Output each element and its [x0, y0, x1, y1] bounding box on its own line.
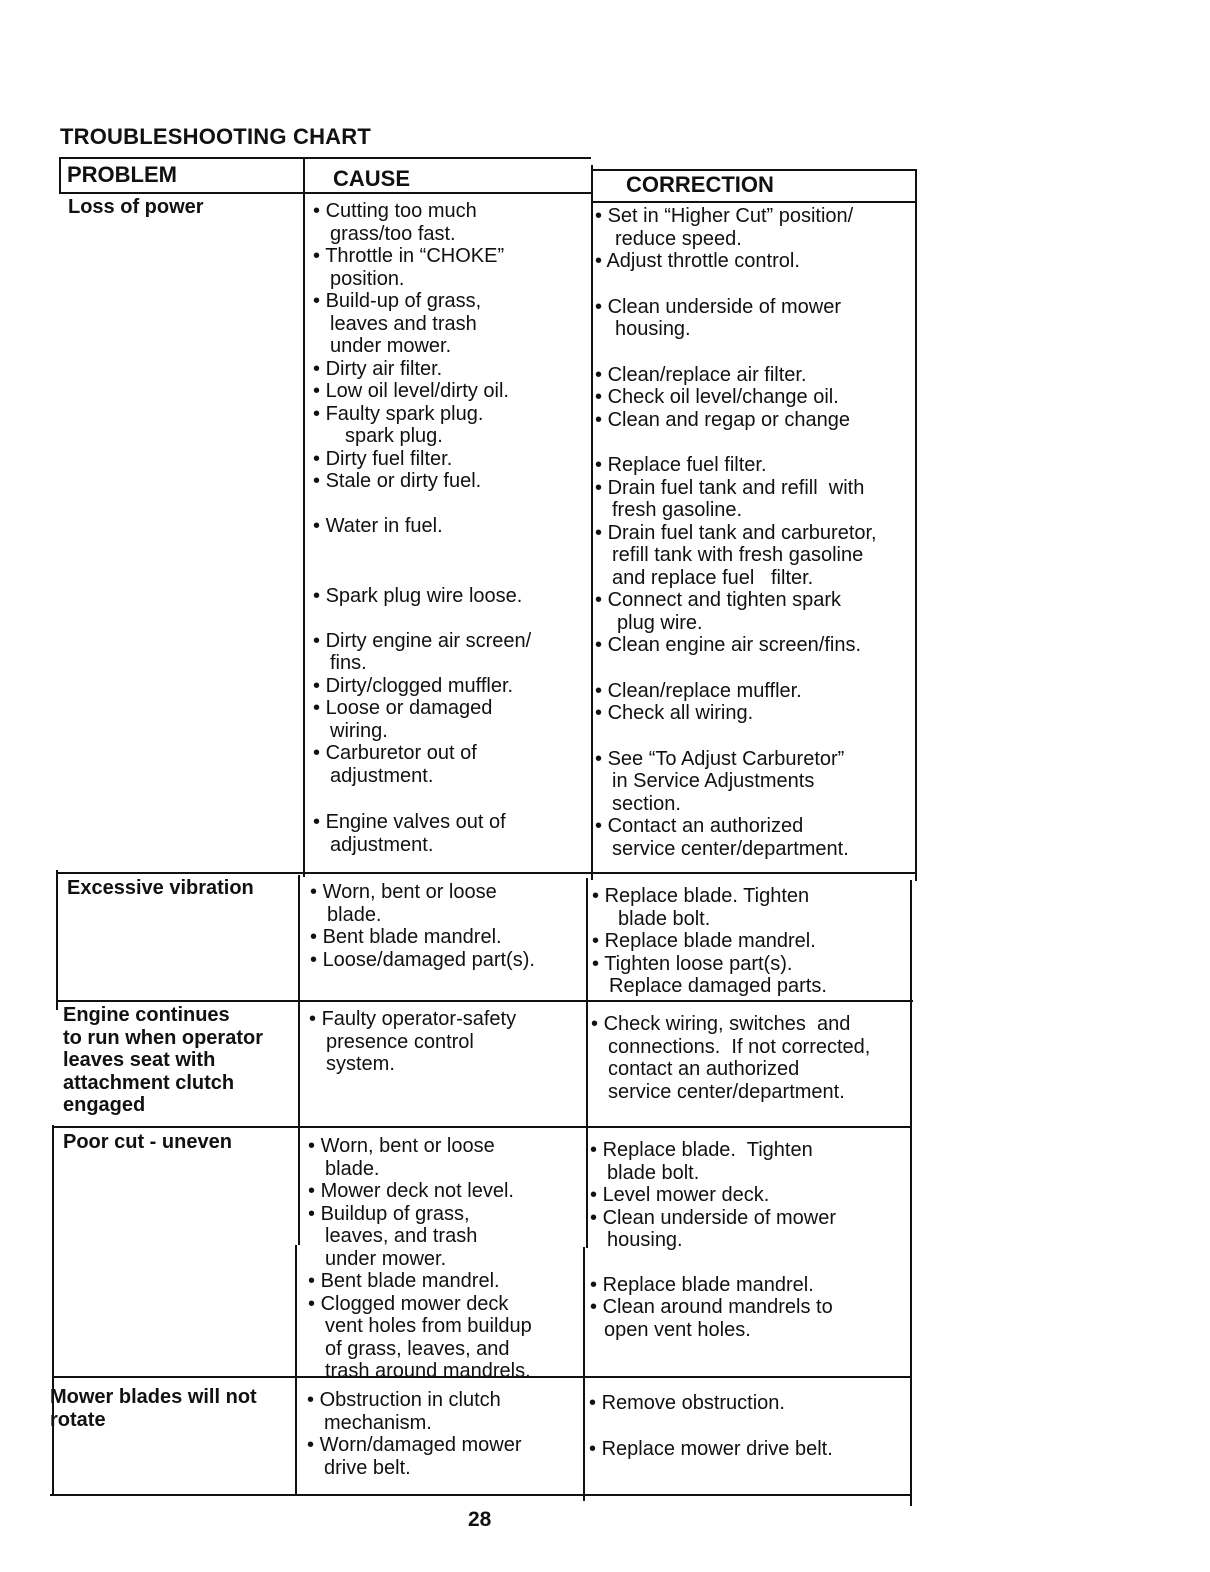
- cause-text: of grass, leaves, and: [325, 1337, 510, 1360]
- cause-text: system.: [326, 1053, 395, 1075]
- cause-text: blade.: [327, 903, 382, 926]
- cause-text: position.: [330, 267, 405, 290]
- cause-item: [310, 949, 585, 972]
- cause-text: • Spark plug wire loose.: [313, 585, 588, 608]
- correction-text: • Replace blade mandrel.: [592, 930, 910, 953]
- cause-text: • Worn, bent or loose: [310, 881, 585, 904]
- correction-item: [589, 1438, 907, 1461]
- cause-text: leaves, and trash: [325, 1225, 478, 1247]
- cause-item: [313, 675, 588, 698]
- correction-text: • Drain fuel tank and refill with: [595, 477, 913, 500]
- cause-text: under mower.: [330, 335, 452, 357]
- cause-text: • Engine valves out of: [313, 811, 588, 834]
- correction-item: [592, 930, 910, 953]
- cause-text: • Bent blade mandrel.: [310, 926, 585, 949]
- cause-text: • Loose/damaged part(s).: [310, 949, 585, 972]
- problem-text: Engine continues: [63, 1004, 230, 1026]
- correction-text: • Clean underside of mower: [595, 296, 913, 319]
- correction-text: • Clean engine air screen/fins.: [595, 634, 913, 657]
- cause-text: • Low oil level/dirty oil.: [313, 380, 588, 403]
- row-separator-3: [52, 1126, 912, 1128]
- cause-item: [313, 403, 588, 448]
- cause-text: • Bent blade mandrel.: [308, 1270, 583, 1293]
- correction-list: [590, 1139, 908, 1341]
- correction-text: • Connect and tighten spark: [595, 589, 913, 612]
- correction-text: and replace fuel filter.: [612, 566, 814, 589]
- correction-text: • Drain fuel tank and carburetor,: [595, 522, 913, 545]
- correction-text: housing.: [607, 1229, 683, 1251]
- cause-item: [310, 926, 585, 949]
- correction-text: service center/department.: [612, 837, 849, 860]
- correction-text: refill tank with fresh gasoline: [612, 544, 864, 566]
- header-bottom-border: [59, 192, 591, 194]
- correction-text: • Remove obstruction.: [589, 1392, 907, 1415]
- cause-item: [313, 470, 588, 493]
- correction-text: Replace damaged parts.: [609, 975, 827, 997]
- cause-text: mechanism.: [324, 1411, 432, 1434]
- cause-text: • Carburetor out of: [313, 742, 588, 765]
- cause-text: • Faulty spark plug.: [313, 403, 588, 426]
- cause-text: spark plug.: [345, 425, 443, 447]
- cause-item: [313, 811, 588, 856]
- correction-item: [595, 364, 913, 387]
- correction-item: [595, 522, 913, 590]
- correction-text: • Clean/replace air filter.: [595, 364, 913, 387]
- correction-text: • Replace blade mandrel.: [590, 1274, 908, 1297]
- cause-item: [313, 515, 588, 538]
- cause-text: • Loose or damaged: [313, 697, 588, 720]
- correction-text: reduce speed.: [615, 227, 742, 250]
- cause-item: [313, 585, 588, 608]
- cause-text: • Worn, bent or loose: [308, 1135, 583, 1158]
- correction-text: housing.: [615, 318, 691, 340]
- correction-text: open vent holes.: [604, 1318, 751, 1341]
- cause-text: blade.: [325, 1157, 380, 1180]
- correction-text: in Service Adjustments: [612, 770, 815, 792]
- correction-text: section.: [612, 792, 681, 815]
- col-divider-1b: [298, 875, 300, 1245]
- cause-item: [308, 1180, 583, 1203]
- cause-text: • Cutting too much: [313, 200, 588, 223]
- col-divider-2c: [583, 1247, 585, 1501]
- row-separator-1: [56, 872, 916, 874]
- correction-item: [595, 589, 913, 634]
- correction-text: • Check oil level/change oil.: [595, 386, 913, 409]
- header-problem: PROBLEM: [67, 162, 177, 187]
- cause-list: [308, 1135, 583, 1383]
- correction-text: • Contact an authorized: [595, 815, 913, 838]
- problem-text: leaves seat with: [63, 1049, 216, 1071]
- correction-text: fresh gasoline.: [612, 499, 743, 521]
- correction-text: • Clean around mandrels to: [590, 1296, 908, 1319]
- correction-item: [595, 702, 913, 725]
- correction-text: • Replace blade. Tighten: [590, 1139, 908, 1162]
- cause-text: • Faulty operator-safety: [309, 1008, 584, 1031]
- cause-text: leaves and trash: [330, 312, 477, 335]
- correction-text: • Replace mower drive belt.: [589, 1438, 907, 1461]
- cause-text: adjustment.: [330, 764, 434, 787]
- cause-text: • Dirty/clogged muffler.: [313, 675, 588, 698]
- problem-text: Poor cut - uneven: [63, 1131, 232, 1153]
- cause-text: drive belt.: [324, 1456, 411, 1479]
- header-cause: CAUSE: [333, 166, 411, 191]
- chart-title: TROUBLESHOOTING CHART: [60, 124, 371, 149]
- cause-text: • Throttle in “CHOKE”: [313, 245, 588, 268]
- cause-item: [308, 1203, 583, 1271]
- cause-text: • Worn/damaged mower: [307, 1434, 582, 1457]
- correction-item: [595, 477, 913, 522]
- correction-item: [591, 1013, 909, 1103]
- problem-text: to run when operator: [63, 1026, 263, 1049]
- table-top-border: [59, 157, 591, 159]
- correction-text: blade bolt.: [618, 907, 711, 930]
- cause-list: [313, 200, 588, 856]
- correction-list: [592, 885, 910, 998]
- cause-text: presence control: [326, 1030, 474, 1053]
- problem-cell: [63, 1131, 232, 1154]
- problem-cell: [68, 196, 204, 219]
- cause-text: • Buildup of grass,: [308, 1203, 583, 1226]
- correction-item: [590, 1184, 908, 1207]
- cause-text: • Dirty fuel filter.: [313, 448, 588, 471]
- table-left-border-low: [52, 1125, 54, 1495]
- problem-cell: [63, 1004, 263, 1117]
- cause-item: [313, 290, 588, 358]
- cause-item: [313, 448, 588, 471]
- correction-item: [595, 250, 913, 273]
- correction-item: [595, 680, 913, 703]
- problem-text: rotate: [50, 1408, 106, 1431]
- cause-item: [313, 380, 588, 403]
- correction-item: [590, 1207, 908, 1252]
- col-divider-2a: [591, 165, 593, 880]
- correction-text: • Clean underside of mower: [590, 1207, 908, 1230]
- correction-item: [595, 296, 913, 341]
- correction-text: • Check wiring, switches and: [591, 1013, 909, 1036]
- cause-item: [313, 630, 588, 675]
- cause-text: • Dirty engine air screen/: [313, 630, 588, 653]
- cause-text: • Obstruction in clutch: [307, 1389, 582, 1412]
- cause-list: [307, 1389, 582, 1479]
- cause-item: [307, 1389, 582, 1434]
- cause-text: • Stale or dirty fuel.: [313, 470, 588, 493]
- cause-item: [313, 742, 588, 787]
- cause-item: [313, 200, 588, 245]
- correction-list: [589, 1392, 907, 1460]
- correction-text: • Level mower deck.: [590, 1184, 908, 1207]
- col-divider-2b: [586, 878, 588, 1248]
- table-right-border-low: [910, 880, 912, 1506]
- correction-text: • Set in “Higher Cut” position/: [595, 205, 913, 228]
- correction-text: blade bolt.: [607, 1161, 700, 1184]
- cause-list: [309, 1008, 584, 1076]
- correction-item: [595, 815, 913, 860]
- correction-item: [592, 885, 910, 930]
- correction-item: [595, 205, 913, 250]
- correction-text: • Adjust throttle control.: [595, 250, 913, 273]
- cause-text: under mower.: [325, 1247, 447, 1270]
- cause-text: • Mower deck not level.: [308, 1180, 583, 1203]
- cause-item: [307, 1434, 582, 1479]
- correction-item: [590, 1296, 908, 1341]
- cause-text: trash around mandrels.: [325, 1360, 531, 1382]
- correction-text: • Clean and regap or change: [595, 409, 913, 432]
- cause-text: adjustment.: [330, 833, 434, 856]
- problem-cell: [50, 1386, 257, 1431]
- problem-text: attachment clutch: [63, 1071, 235, 1094]
- table-top-border-right: [591, 169, 917, 171]
- cause-list: [310, 881, 585, 971]
- correction-item: [595, 386, 913, 409]
- cause-item: [313, 697, 588, 742]
- correction-list: [591, 1013, 909, 1103]
- table-left-border-header: [59, 157, 61, 193]
- table-bottom-border: [50, 1494, 912, 1496]
- table-right-border-top: [915, 169, 917, 881]
- cause-text: vent holes from buildup: [325, 1315, 532, 1337]
- correction-text: • Replace blade. Tighten: [592, 885, 910, 908]
- row-separator-2: [56, 1000, 913, 1002]
- col-divider-1c: [295, 1245, 297, 1496]
- correction-item: [592, 953, 910, 998]
- correction-text: contact an authorized: [608, 1058, 800, 1080]
- cause-item: [308, 1293, 583, 1383]
- table-left-border-mid: [56, 870, 58, 1010]
- correction-item: [595, 634, 913, 657]
- cause-text: • Clogged mower deck: [308, 1293, 583, 1316]
- cause-text: grass/too fast.: [330, 222, 456, 245]
- cause-text: wiring.: [330, 719, 388, 742]
- correction-item: [590, 1139, 908, 1184]
- cause-item: [308, 1270, 583, 1293]
- correction-text: • Replace fuel filter.: [595, 454, 913, 477]
- correction-item: [590, 1274, 908, 1297]
- cause-item: [310, 881, 585, 926]
- problem-cell: [67, 877, 254, 900]
- header-bottom-border-right: [591, 201, 917, 203]
- cause-item: [309, 1008, 584, 1076]
- problem-text: Excessive vibration: [67, 877, 254, 899]
- problem-text: Mower blades will not: [50, 1386, 257, 1408]
- cause-text: • Water in fuel.: [313, 515, 588, 538]
- correction-item: [595, 748, 913, 816]
- problem-text: Loss of power: [68, 196, 204, 218]
- cause-item: [308, 1135, 583, 1180]
- correction-text: • Clean/replace muffler.: [595, 680, 913, 703]
- correction-text: • Check all wiring.: [595, 702, 913, 725]
- cause-item: [313, 358, 588, 381]
- correction-text: connections. If not corrected,: [608, 1035, 871, 1058]
- page-number: 28: [468, 1508, 492, 1531]
- problem-text: engaged: [63, 1094, 146, 1116]
- correction-text: service center/department.: [608, 1080, 845, 1103]
- cause-item: [313, 245, 588, 290]
- cause-text: • Build-up of grass,: [313, 290, 588, 313]
- cause-text: • Dirty air filter.: [313, 358, 588, 381]
- correction-list: [595, 205, 913, 860]
- correction-item: [589, 1392, 907, 1415]
- header-correction: CORRECTION: [626, 172, 774, 197]
- correction-item: [595, 409, 913, 432]
- cause-text: fins.: [330, 652, 367, 674]
- correction-item: [595, 454, 913, 477]
- correction-text: • Tighten loose part(s).: [592, 953, 910, 976]
- correction-text: plug wire.: [617, 611, 703, 634]
- correction-text: • See “To Adjust Carburetor”: [595, 748, 913, 771]
- col-divider-1a: [303, 157, 305, 877]
